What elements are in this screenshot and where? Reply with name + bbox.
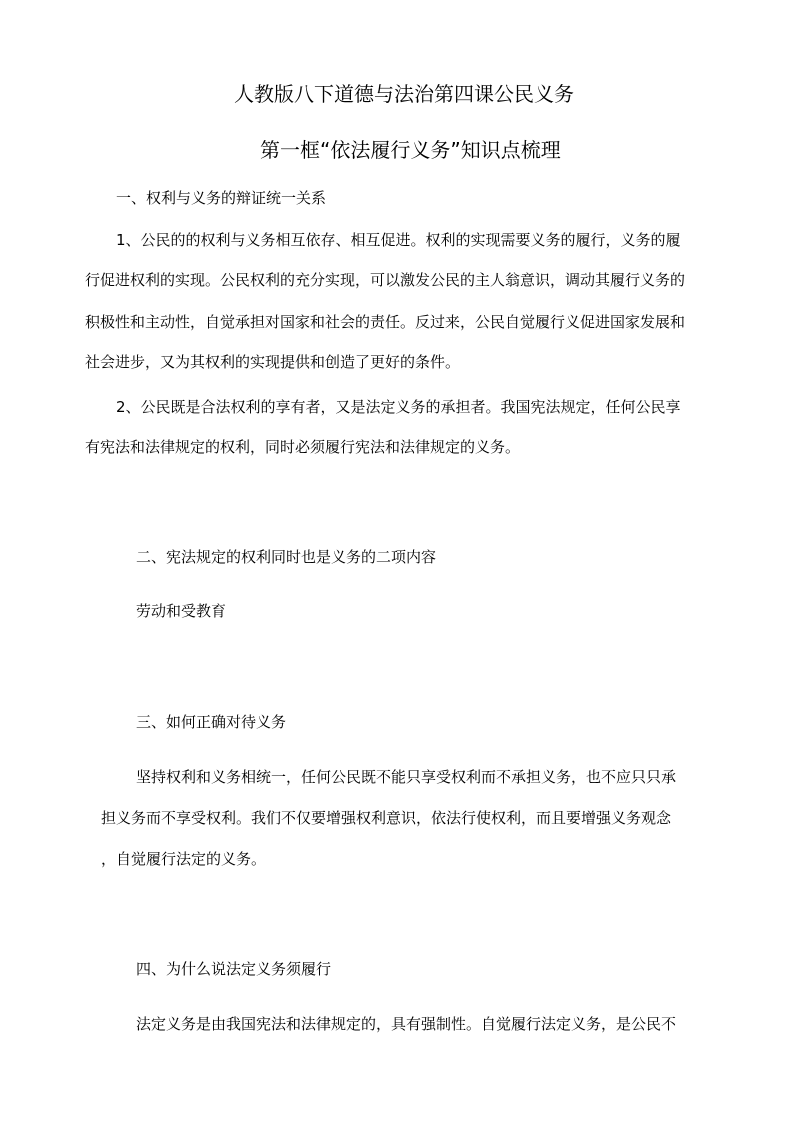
paragraph-line: 担义务而不享受权利。我们不仅要增强权利意识，依法行使权利，而且要增强义务观念 <box>101 809 672 827</box>
paragraph-line: 坚持权利和义务相统一，任何公民既不能只享受权利而不承担义务，也不应只只承 <box>136 768 677 786</box>
document-subtitle: 第一框“依法履行义务”知识点梳理 <box>260 138 561 162</box>
section-2-content: 劳动和受教育 <box>136 602 227 620</box>
paragraph-line: 法定义务是由我国宪法和法律规定的，具有强制性。自觉履行法定义务，是公民不 <box>136 1015 677 1033</box>
paragraph-line: ，自觉履行法定的义务。 <box>101 850 267 868</box>
paragraph-line: 1、公民的的权利与义务相互依存、相互促进。权利的实现需要义务的履行，义务的履 <box>116 231 681 249</box>
section-2-heading: 二、宪法规定的权利同时也是义务的二项内容 <box>136 548 437 566</box>
section-3-heading: 三、如何正确对待义务 <box>136 713 287 731</box>
section-4-heading: 四、为什么说法定义务须履行 <box>136 960 332 978</box>
document-title: 人教版八下道德与法治第四课公民义务 <box>234 82 574 106</box>
paragraph-line: 2、公民既是合法权利的享有者，又是法定义务的承担者。我国宪法规定，任何公民享 <box>116 398 681 416</box>
paragraph-line: 积极性和主动性，自觉承担对国家和社会的责任。反过来，公民自觉履行义促进国家发展和 <box>85 313 686 331</box>
paragraph-line: 行促进权利的实现。公民权利的充分实现，可以激发公民的主人翁意识，调动其履行义务的 <box>85 271 686 289</box>
section-1-heading: 一、权利与义务的辩证统一关系 <box>116 189 327 207</box>
paragraph-line: 社会进步，又为其权利的实现提供和创造了更好的条件。 <box>85 353 461 371</box>
paragraph-line: 有宪法和法律规定的权利，同时必须履行宪法和法律规定的义务。 <box>85 438 521 456</box>
